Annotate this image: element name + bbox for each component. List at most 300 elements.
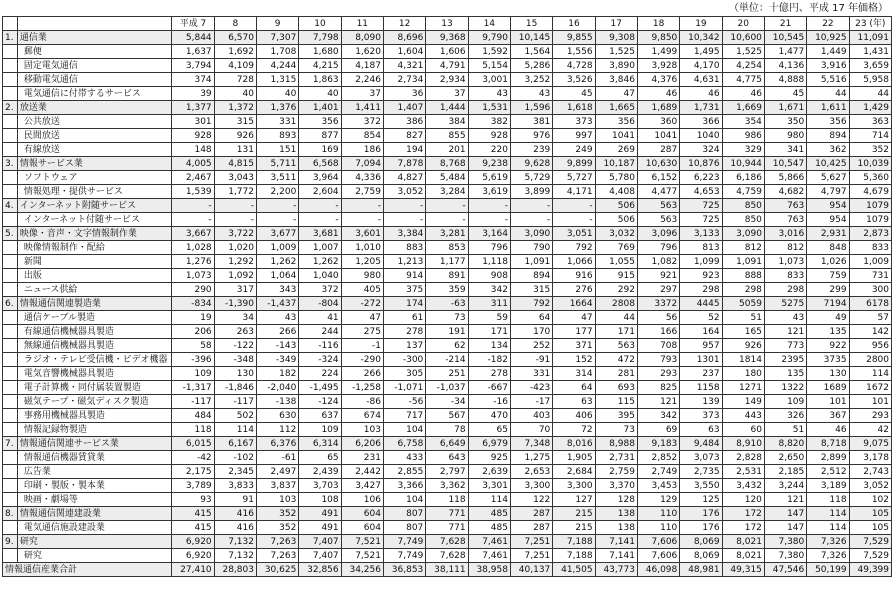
row-number xyxy=(3,409,18,423)
row-label: 電気通信に付帯するサービス xyxy=(17,87,172,101)
value-cell: 122 xyxy=(510,493,552,507)
table-row xyxy=(3,283,892,297)
row-number: 2. xyxy=(3,101,18,115)
value-cell: 5,484 xyxy=(426,171,468,185)
value-cell: 152 xyxy=(553,353,595,367)
value-cell: 237 xyxy=(680,367,722,381)
value-cell: 812 xyxy=(722,241,764,255)
value-cell: 3,916 xyxy=(807,59,849,73)
row-label: 電気音響機械器具製造 xyxy=(17,367,172,381)
value-cell: 4,136 xyxy=(764,59,806,73)
value-cell: 201 xyxy=(426,143,468,157)
value-cell: 7,263 xyxy=(256,549,298,563)
value-cell: -116 xyxy=(299,339,341,353)
value-cell: 315 xyxy=(510,283,552,297)
value-cell: 792 xyxy=(553,241,595,255)
row-label: 新聞 xyxy=(17,255,172,269)
value-cell: 415 xyxy=(172,521,214,535)
value-cell: 331 xyxy=(256,115,298,129)
value-cell: 362 xyxy=(807,143,849,157)
value-cell: 46 xyxy=(807,423,849,437)
value-cell: 50,199 xyxy=(807,563,849,577)
value-cell: 3,052 xyxy=(849,479,891,493)
value-cell: 32,856 xyxy=(299,563,341,577)
value-cell: 3,453 xyxy=(637,479,679,493)
value-cell: 403 xyxy=(510,409,552,423)
value-cell: 299 xyxy=(807,283,849,297)
value-cell: 7,326 xyxy=(807,535,849,549)
row-number xyxy=(3,465,18,479)
value-cell: 563 xyxy=(595,339,637,353)
value-cell: 2395 xyxy=(764,353,806,367)
value-cell: 891 xyxy=(426,269,468,283)
value-cell: 957 xyxy=(680,339,722,353)
value-cell: 51 xyxy=(722,311,764,325)
value-cell: 954 xyxy=(807,213,849,227)
value-cell: 194 xyxy=(383,143,425,157)
value-cell: 1,444 xyxy=(426,101,468,115)
value-cell: 266 xyxy=(341,367,383,381)
value-cell: 43 xyxy=(764,311,806,325)
value-cell: 206 xyxy=(172,325,214,339)
value-cell: 166 xyxy=(637,325,679,339)
value-cell: 135 xyxy=(764,367,806,381)
value-cell: 114 xyxy=(849,367,891,381)
row-label: 情報通信産業合計 xyxy=(3,563,172,577)
value-cell: 491 xyxy=(299,521,341,535)
value-cell: 3,837 xyxy=(256,479,298,493)
value-cell: 106 xyxy=(341,493,383,507)
value-cell: 244 xyxy=(299,325,341,339)
row-label: 情報通信関連建設業 xyxy=(17,507,172,521)
value-cell: 134 xyxy=(468,339,510,353)
value-cell: 4,791 xyxy=(426,59,468,73)
value-cell: - xyxy=(426,199,468,213)
value-cell: 39 xyxy=(172,87,214,101)
value-cell: 104 xyxy=(383,423,425,437)
value-cell: 4,187 xyxy=(341,59,383,73)
value-cell: 502 xyxy=(214,409,256,423)
value-cell: -1,495 xyxy=(299,381,341,395)
value-cell: 128 xyxy=(595,493,637,507)
row-number xyxy=(3,45,18,59)
value-cell: 331 xyxy=(510,367,552,381)
value-cell: 1,007 xyxy=(299,241,341,255)
value-cell: 923 xyxy=(680,269,722,283)
value-cell: 916 xyxy=(553,269,595,283)
value-cell: 9,183 xyxy=(637,437,679,451)
value-cell: 2,439 xyxy=(299,465,341,479)
value-cell: 7,606 xyxy=(637,549,679,563)
value-cell: 44 xyxy=(595,311,637,325)
value-cell: 4,888 xyxy=(764,73,806,87)
value-cell: 2,852 xyxy=(637,451,679,465)
row-label: 事務用機械器具製造 xyxy=(17,409,172,423)
value-cell: 1,099 xyxy=(680,255,722,269)
value-cell: - xyxy=(383,213,425,227)
value-cell: 121 xyxy=(764,325,806,339)
value-cell: 567 xyxy=(426,409,468,423)
data-table xyxy=(2,16,892,577)
value-cell: 563 xyxy=(637,213,679,227)
value-cell: 2,650 xyxy=(764,451,806,465)
value-cell: 220 xyxy=(468,143,510,157)
year-header: 9 xyxy=(256,17,298,31)
table-row xyxy=(3,451,892,465)
value-cell: 1079 xyxy=(849,199,891,213)
value-cell: 1,564 xyxy=(510,45,552,59)
value-cell: 1322 xyxy=(764,381,806,395)
value-cell: 1,429 xyxy=(849,101,891,115)
value-cell: 7,606 xyxy=(637,535,679,549)
value-cell: 324 xyxy=(680,143,722,157)
value-cell: -324 xyxy=(299,353,341,367)
value-cell: 7,188 xyxy=(553,535,595,549)
value-cell: 693 xyxy=(595,381,637,395)
value-cell: 3,073 xyxy=(680,451,722,465)
table-row xyxy=(3,325,892,339)
value-cell: 3,164 xyxy=(468,227,510,241)
value-cell: 326 xyxy=(764,409,806,423)
value-cell: - xyxy=(553,199,595,213)
value-cell: 7,521 xyxy=(341,535,383,549)
value-cell: 725 xyxy=(680,213,722,227)
value-cell: 3,667 xyxy=(172,227,214,241)
value-cell: 47,546 xyxy=(764,563,806,577)
value-cell: 4,815 xyxy=(214,157,256,171)
value-cell: -63 xyxy=(426,297,468,311)
value-cell: 47 xyxy=(341,311,383,325)
value-cell: 5,780 xyxy=(595,171,637,185)
value-cell: 1,177 xyxy=(426,255,468,269)
value-cell: 6,314 xyxy=(299,437,341,451)
value-cell: 360 xyxy=(637,115,679,129)
value-cell: 1,275 xyxy=(510,451,552,465)
value-cell: 954 xyxy=(807,199,849,213)
value-cell: 62 xyxy=(426,339,468,353)
value-cell: 276 xyxy=(553,283,595,297)
value-cell: 3,052 xyxy=(383,185,425,199)
value-cell: -1,258 xyxy=(341,381,383,395)
value-cell: 5,844 xyxy=(172,31,214,45)
category-row xyxy=(3,227,892,241)
row-label: 映像情報制作・配給 xyxy=(17,241,172,255)
value-cell: 114 xyxy=(807,507,849,521)
value-cell: 49,399 xyxy=(849,563,891,577)
value-cell: - xyxy=(299,213,341,227)
value-cell: 405 xyxy=(341,283,383,297)
value-cell: 1,073 xyxy=(172,269,214,283)
value-cell: 717 xyxy=(383,409,425,423)
value-cell: 293 xyxy=(849,409,891,423)
value-cell: 109 xyxy=(172,367,214,381)
value-cell: 1,064 xyxy=(256,269,298,283)
value-cell: 64 xyxy=(510,311,552,325)
value-cell: 2,734 xyxy=(383,73,425,87)
row-label: ニュース供給 xyxy=(17,283,172,297)
header-corner xyxy=(3,17,18,31)
value-cell: 771 xyxy=(426,507,468,521)
value-cell: 5,619 xyxy=(468,171,510,185)
value-cell: 315 xyxy=(214,115,256,129)
row-label: 民間放送 xyxy=(17,129,172,143)
value-cell: 130 xyxy=(214,367,256,381)
value-cell: 73 xyxy=(595,423,637,437)
value-cell: 7,263 xyxy=(256,535,298,549)
value-cell: 637 xyxy=(299,409,341,423)
value-cell: 7,461 xyxy=(468,549,510,563)
value-cell: 186 xyxy=(341,143,383,157)
value-cell: 103 xyxy=(341,423,383,437)
value-cell: 3,051 xyxy=(553,227,595,241)
value-cell: 416 xyxy=(214,507,256,521)
value-cell: 3,681 xyxy=(299,227,341,241)
value-cell: 3372 xyxy=(637,297,679,311)
value-cell: 1,477 xyxy=(764,45,806,59)
value-cell: 956 xyxy=(849,339,891,353)
value-cell: 2,467 xyxy=(172,171,214,185)
year-header: 17 xyxy=(595,17,637,31)
value-cell: 3,032 xyxy=(595,227,637,241)
value-cell: 350 xyxy=(764,115,806,129)
value-cell: -214 xyxy=(426,353,468,367)
value-cell: 813 xyxy=(680,241,722,255)
value-cell: 1,692 xyxy=(214,45,256,59)
value-cell: 382 xyxy=(468,115,510,129)
value-cell: 3,178 xyxy=(849,451,891,465)
value-cell: 287 xyxy=(637,143,679,157)
value-cell: 375 xyxy=(383,283,425,297)
value-cell: - xyxy=(299,199,341,213)
value-cell: 38,111 xyxy=(426,563,468,577)
value-cell: 855 xyxy=(426,129,468,143)
value-cell: 1041 xyxy=(637,129,679,143)
row-label: 情報通信機器賃貸業 xyxy=(17,451,172,465)
value-cell: 8,021 xyxy=(722,535,764,549)
value-cell: 3,722 xyxy=(214,227,256,241)
value-cell: 1,082 xyxy=(637,255,679,269)
value-cell: 1672 xyxy=(849,381,891,395)
row-number: 1. xyxy=(3,31,18,45)
value-cell: 888 xyxy=(722,269,764,283)
value-cell: 352 xyxy=(849,143,891,157)
value-cell: 231 xyxy=(341,451,383,465)
value-cell: 59 xyxy=(468,311,510,325)
value-cell: 8,718 xyxy=(807,437,849,451)
value-cell: 3,362 xyxy=(426,479,468,493)
value-cell: 3,366 xyxy=(383,479,425,493)
value-cell: 386 xyxy=(383,115,425,129)
value-cell: -667 xyxy=(468,381,510,395)
value-cell: - xyxy=(426,213,468,227)
value-cell: -396 xyxy=(172,353,214,367)
row-label: 情報通信関連製造業 xyxy=(17,297,172,311)
value-cell: 3,794 xyxy=(172,59,214,73)
value-cell: 57 xyxy=(849,311,891,325)
value-cell: - xyxy=(214,213,256,227)
value-cell: 3,189 xyxy=(807,479,849,493)
value-cell: 170 xyxy=(510,325,552,339)
value-cell: 40 xyxy=(214,87,256,101)
value-cell: 109 xyxy=(764,395,806,409)
value-cell: 1814 xyxy=(722,353,764,367)
value-cell: 5,360 xyxy=(849,171,891,185)
value-cell: 2,855 xyxy=(383,465,425,479)
value-cell: 7,628 xyxy=(426,549,468,563)
value-cell: -34 xyxy=(426,395,468,409)
value-cell: 604 xyxy=(341,521,383,535)
value-cell: 2,934 xyxy=(426,73,468,87)
value-cell: 10,944 xyxy=(722,157,764,171)
value-cell: 224 xyxy=(299,367,341,381)
row-number xyxy=(3,129,18,143)
row-number xyxy=(3,171,18,185)
value-cell: 8,988 xyxy=(595,437,637,451)
header-corner xyxy=(17,17,172,31)
year-header: 21 xyxy=(764,17,806,31)
value-cell: 1,010 xyxy=(341,241,383,255)
category-row xyxy=(3,297,892,311)
value-cell: 191 xyxy=(426,325,468,339)
row-label: 情報サービス業 xyxy=(17,157,172,171)
value-cell: 2,200 xyxy=(256,185,298,199)
value-cell: 771 xyxy=(426,521,468,535)
row-label: インターネット附随サービス xyxy=(17,199,172,213)
value-cell: 34,256 xyxy=(341,563,383,577)
value-cell: 7,251 xyxy=(510,549,552,563)
value-cell: 6,649 xyxy=(426,437,468,451)
row-label: 映像・音声・文字情報制作業 xyxy=(17,227,172,241)
value-cell: 102 xyxy=(849,493,891,507)
value-cell: 93 xyxy=(172,493,214,507)
value-cell: 8,021 xyxy=(722,549,764,563)
value-cell: 47 xyxy=(595,87,637,101)
table-row xyxy=(3,73,892,87)
row-number xyxy=(3,283,18,297)
value-cell: 848 xyxy=(807,241,849,255)
value-cell: -1,846 xyxy=(214,381,256,395)
row-number xyxy=(3,73,18,87)
unit-note: （単位：十億円、平成 17 年価格） xyxy=(728,3,888,14)
value-cell: 2,345 xyxy=(214,465,256,479)
value-cell: 7,798 xyxy=(299,31,341,45)
value-cell: 1,315 xyxy=(256,73,298,87)
value-cell: 63 xyxy=(680,423,722,437)
value-cell: -804 xyxy=(299,297,341,311)
value-cell: 976 xyxy=(510,129,552,143)
value-cell: 883 xyxy=(383,241,425,255)
value-cell: 1,431 xyxy=(849,45,891,59)
value-cell: 7,878 xyxy=(383,157,425,171)
value-cell: 2,653 xyxy=(510,465,552,479)
value-cell: 7,141 xyxy=(595,535,637,549)
row-number xyxy=(3,59,18,73)
value-cell: 3,300 xyxy=(553,479,595,493)
value-cell: 731 xyxy=(849,269,891,283)
row-number xyxy=(3,143,18,157)
value-cell: 172 xyxy=(722,507,764,521)
table-row xyxy=(3,255,892,269)
value-cell: 415 xyxy=(172,507,214,521)
value-cell: 137 xyxy=(383,339,425,353)
value-cell: 251 xyxy=(426,367,468,381)
value-cell: 5059 xyxy=(722,297,764,311)
value-cell: 58 xyxy=(172,339,214,353)
value-cell: 101 xyxy=(807,395,849,409)
value-cell: 101 xyxy=(849,395,891,409)
row-number xyxy=(3,185,18,199)
value-cell: 249 xyxy=(553,143,595,157)
value-cell: 7,348 xyxy=(510,437,552,451)
value-cell: 147 xyxy=(764,507,806,521)
value-cell: 239 xyxy=(510,143,552,157)
value-cell: 827 xyxy=(383,129,425,143)
value-cell: 796 xyxy=(637,241,679,255)
value-cell: -16 xyxy=(468,395,510,409)
value-cell: 65 xyxy=(468,423,510,437)
year-header: 10 xyxy=(299,17,341,31)
value-cell: 114 xyxy=(468,493,510,507)
value-cell: 1271 xyxy=(722,381,764,395)
year-header: 23 (年) xyxy=(849,17,891,31)
value-cell: 215 xyxy=(553,521,595,535)
value-cell: 925 xyxy=(468,451,510,465)
value-cell: 3,659 xyxy=(849,59,891,73)
value-cell: 470 xyxy=(468,409,510,423)
value-cell: 1,525 xyxy=(722,45,764,59)
value-cell: -1,037 xyxy=(426,381,468,395)
value-cell: 3735 xyxy=(807,353,849,367)
value-cell: 147 xyxy=(764,521,806,535)
value-cell: -17 xyxy=(510,395,552,409)
value-cell: 363 xyxy=(849,115,891,129)
value-cell: 4,682 xyxy=(764,185,806,199)
value-cell: 371 xyxy=(553,339,595,353)
value-cell: 6,167 xyxy=(214,437,256,451)
value-cell: 131 xyxy=(214,143,256,157)
value-cell: 1,377 xyxy=(172,101,214,115)
value-cell: 8,820 xyxy=(764,437,806,451)
value-cell: 10,547 xyxy=(764,157,806,171)
value-cell: 41,505 xyxy=(553,563,595,577)
value-cell: 341 xyxy=(764,143,806,157)
value-cell: 110 xyxy=(637,521,679,535)
value-cell: 352 xyxy=(256,521,298,535)
value-cell: 3,846 xyxy=(595,73,637,87)
value-cell: 4,170 xyxy=(680,59,722,73)
row-number xyxy=(3,381,18,395)
row-number xyxy=(3,325,18,339)
value-cell: 1,376 xyxy=(256,101,298,115)
table-row xyxy=(3,367,892,381)
row-label: 研究 xyxy=(17,549,172,563)
value-cell: 72 xyxy=(553,423,595,437)
value-cell: 1,411 xyxy=(341,101,383,115)
value-cell: 4,376 xyxy=(637,73,679,87)
value-cell: 406 xyxy=(553,409,595,423)
value-cell: 1,407 xyxy=(383,101,425,115)
value-cell: 485 xyxy=(468,507,510,521)
value-cell: 7,407 xyxy=(299,535,341,549)
value-cell: 7,529 xyxy=(849,549,891,563)
category-row xyxy=(3,31,892,45)
row-number xyxy=(3,339,18,353)
value-cell: 120 xyxy=(722,493,764,507)
value-cell: 1079 xyxy=(849,213,891,227)
value-cell: 46 xyxy=(680,87,722,101)
value-cell: 287 xyxy=(510,507,552,521)
value-cell: 3,090 xyxy=(510,227,552,241)
